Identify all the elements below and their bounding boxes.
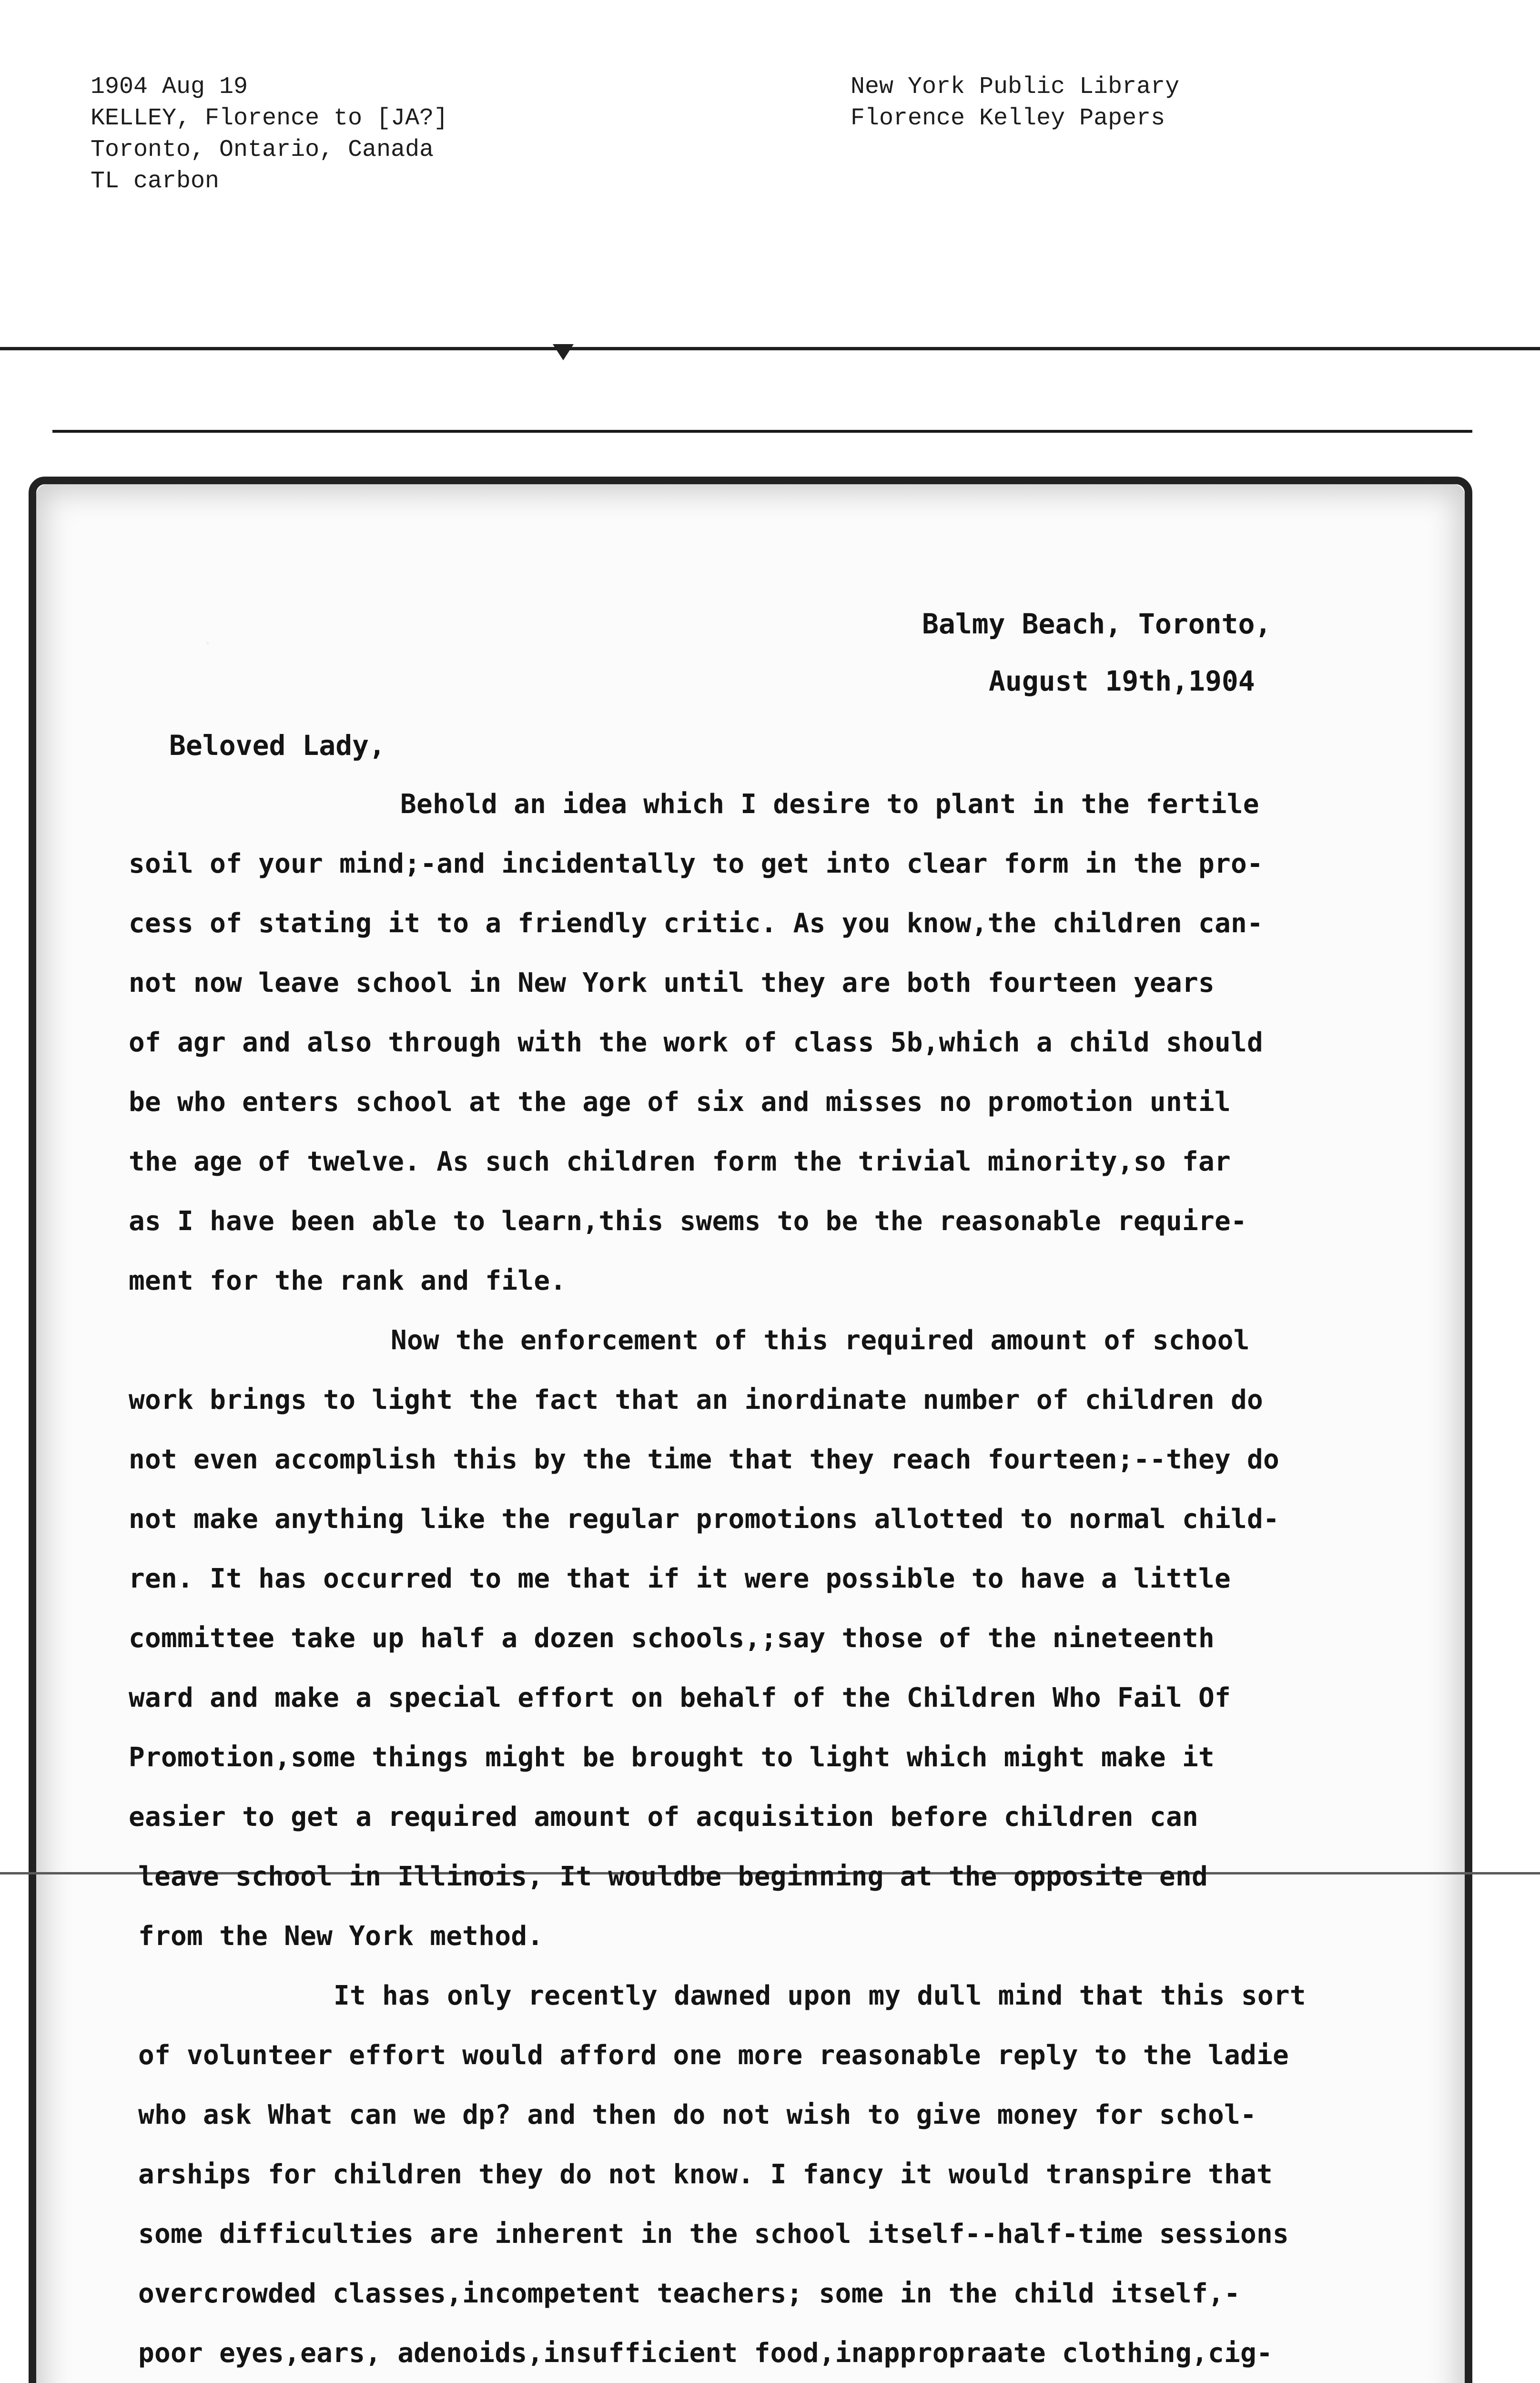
catalog-location: Toronto, Ontario, Canada [91, 136, 434, 163]
letter-line: some difficulties are inherent in the school itself--half-time sessions [138, 2219, 1289, 2250]
letter-line: not now leave school in New York until they are both fourteen years [129, 967, 1215, 998]
letter-line: the age of twelve. As such children form the trivial minority,so far [129, 1146, 1231, 1177]
letter-line: ment for the rank and file. [129, 1265, 567, 1296]
letter-line: of volunteer effort would afford one more reasonable reply to the ladie [138, 2040, 1289, 2071]
sheet-edge [0, 347, 1540, 350]
letter-line: overcrowded classes,incompetent teachers; some in the child itself,- [138, 2278, 1241, 2309]
catalog-header-left [91, 71, 448, 197]
letter-line: easier to get a required amount of acquisition before children can [129, 1802, 1198, 1833]
letter-line: who ask What can we dp? and then do not wish to give money for schol- [138, 2099, 1257, 2130]
letter-line: as I have been able to learn,this swems to be the reasonable require- [129, 1206, 1247, 1237]
letter-date: August 19th,1904 [989, 665, 1255, 697]
letter-line: ward and make a special effort on behalf of the Children Who Fail Of [129, 1682, 1231, 1713]
letter-line: committee take up half a dozen schools,;say those of the nineteenth [129, 1623, 1215, 1654]
letter-line: be who enters school at the age of six and misses no promotion until [129, 1087, 1231, 1118]
letter-line: soil of your mind;-and incidentally to get into clear form in the pro- [129, 848, 1264, 879]
letter-line: poor eyes,ears, adenoids,insufficient food,inappropraate clothing,cig- [138, 2338, 1273, 2369]
letter-line: not even accomplish this by the time that they reach fourteen;--they do [129, 1444, 1280, 1475]
separator-rule [52, 430, 1472, 433]
catalog-correspondents: KELLEY, Florence to [JA?] [91, 105, 448, 132]
catalog-collection: Florence Kelley Papers [851, 105, 1165, 132]
letter-line: of agr and also through with the work of class 5b,which a child should [129, 1027, 1264, 1058]
letter-line: work brings to light the fact that an inordinate number of children do [129, 1385, 1264, 1416]
catalog-header-right [851, 71, 1179, 134]
letter-line: Promotion,some things might be brought to light which might make it [129, 1742, 1215, 1773]
letter-line: cess of stating it to a friendly critic. As you know,the children can- [129, 908, 1264, 939]
letter-line: Now the enforcement of this required amount of school [391, 1325, 1250, 1356]
catalog-repository: New York Public Library [851, 73, 1180, 101]
catalog-date: 1904 Aug 19 [91, 73, 248, 101]
letter-line: not make anything like the regular promotions allotted to normal child- [129, 1504, 1280, 1535]
letter-line: It has only recently dawned upon my dull mind that this sort [334, 1980, 1306, 2011]
letter-line: arships for children they do not know. I fancy it would transpire that [138, 2159, 1273, 2190]
catalog-format: TL carbon [91, 168, 220, 195]
letter-line: leave school in Illinois, It wouldbe beginning at the opposite end [138, 1861, 1208, 1892]
sheet-edge-notch [553, 344, 574, 360]
letter-salutation: Beloved Lady, [169, 729, 385, 762]
letter-line: from the New York method. [138, 1921, 544, 1952]
letter-place: Balmy Beach, Toronto, [922, 608, 1272, 640]
letter-line: Behold an idea which I desire to plant in the fertile [400, 789, 1259, 820]
letter-line: ren. It has occurred to me that if it were possible to have a little [129, 1563, 1231, 1594]
letter-page [29, 477, 1472, 2383]
